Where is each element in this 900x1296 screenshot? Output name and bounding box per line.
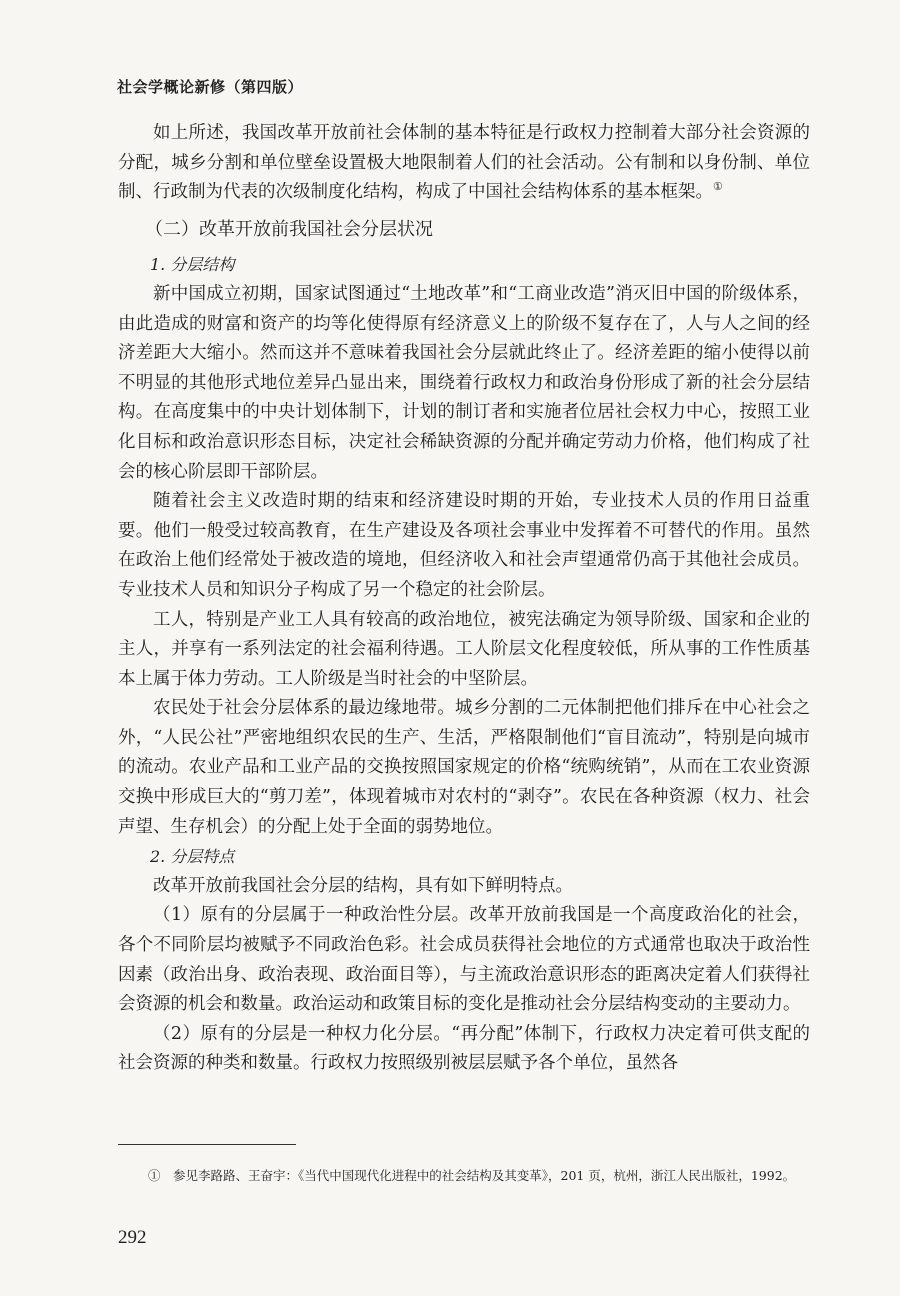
paragraph-feature-2: （2）原有的分层是一种权力化分层。“再分配”体制下，行政权力决定着可供支配的社会资源的种类和数量。行政权力按照级别被层层赋予各个单位，虽然各 [118, 1023, 810, 1074]
paragraph-structure-2: 随着社会主义改造时期的结束和经济建设时期的开始，专业技术人员的作用日益重要。他们一般受过较高教育，在生产建设及各项社会事业中发挥着不可替代的作用。虽然在政治上他们经常处于被改造的境地，但经济收入和社会声望通常仍高于其他社会成员。专业技术人员和知识分子构成了另一个稳定的社会阶层。 [118, 491, 810, 600]
body-text [118, 119, 810, 1079]
section-title: （二）改革开放前我国社会分层状况 [145, 218, 433, 240]
paragraph-features-intro: 改革开放前我国社会分层的结构，具有如下鲜明特点。 [153, 875, 573, 896]
footnote: ① 参见李路路、王奋宇：《当代中国现代化进程中的社会结构及其变革》，201 页，杭州，浙江人民出版社，1992。 [148, 1168, 796, 1183]
sub-heading-features: 2. 分层特点 [150, 847, 235, 867]
paragraph-structure-3: 工人，特别是产业工人具有较高的政治地位，被宪法确定为领导阶级、国家和企业的主人，并享有一系列法定的社会福利待遇。工人阶层文化程度较低，所从事的工作性质基本上属于体力劳动。工人阶级是当时社会的中坚阶层。 [118, 609, 810, 689]
running-head: 社会学概论新修（第四版） [117, 78, 304, 96]
footnote-reference: ① [713, 180, 723, 194]
page-number: 292 [118, 1227, 147, 1248]
paragraph-intro-text: 如上所述，我国改革开放前社会体制的基本特征是行政权力控制着大部分社会资源的分配，城乡分割和单位壁垒设置极大地限制着人们的社会活动。公有制和以身份制、单位制、行政制为代表的次级制度化结构，构成了中国社会结构体系的基本框架。 [118, 123, 810, 203]
sub-heading-structure: 1. 分层结构 [150, 255, 235, 275]
paragraph-structure-1: 新中国成立初期，国家试图通过“土地改革”和“工商业改造”消灭旧中国的阶级体系，由此造成的财富和资产的均等化使得原有经济意义上的阶级不复存在了，人与人之间的经济差距大大缩小。然而这并不意味着我国社会分层就此终止了。经济差距的缩小使得以前不明显的其他形式地位差异凸显出来，围绕着行政权力和政治身份形成了新的社会分层结构。在高度集中的中央计划体制下，计划的制订者和实施者位居社会权力中心，按照工业化目标和政治意识形态目标，决定社会稀缺资源的分配并确定劳动力价格，他们构成了社会的核心阶层即干部阶层。 [118, 283, 810, 482]
paragraph-intro [118, 119, 810, 208]
footnote-divider [118, 1144, 296, 1145]
paragraph-structure-4: 农民处于社会分层体系的最边缘地带。城乡分割的二元体制把他们排斥在中心社会之外，“人民公社”严密地组织农民的生产、生活，严格限制他们“盲目流动”，特别是向城市的流动。农业产品和工业产品的交换按照国家规定的价格“统购统销”，从而在工农业资源交换中形成巨大的“剪刀差”，体现着城市对农村的“剥夺”。农民在各种资源（权力、社会声望、生存机会）的分配上处于全面的弱势地位。 [118, 698, 810, 837]
paragraph-feature-1: （1）原有的分层属于一种政治性分层。改革开放前我国是一个高度政治化的社会，各个不同阶层均被赋予不同政治色彩。社会成员获得社会地位的方式通常也取决于政治性因素（政治出身、政治表现、政治面目等），与主流政治意识形态的距离决定着人们获得社会资源的机会和数量。政治运动和政策目标的变化是推动社会分层结构变动的主要动力。 [118, 905, 810, 1015]
